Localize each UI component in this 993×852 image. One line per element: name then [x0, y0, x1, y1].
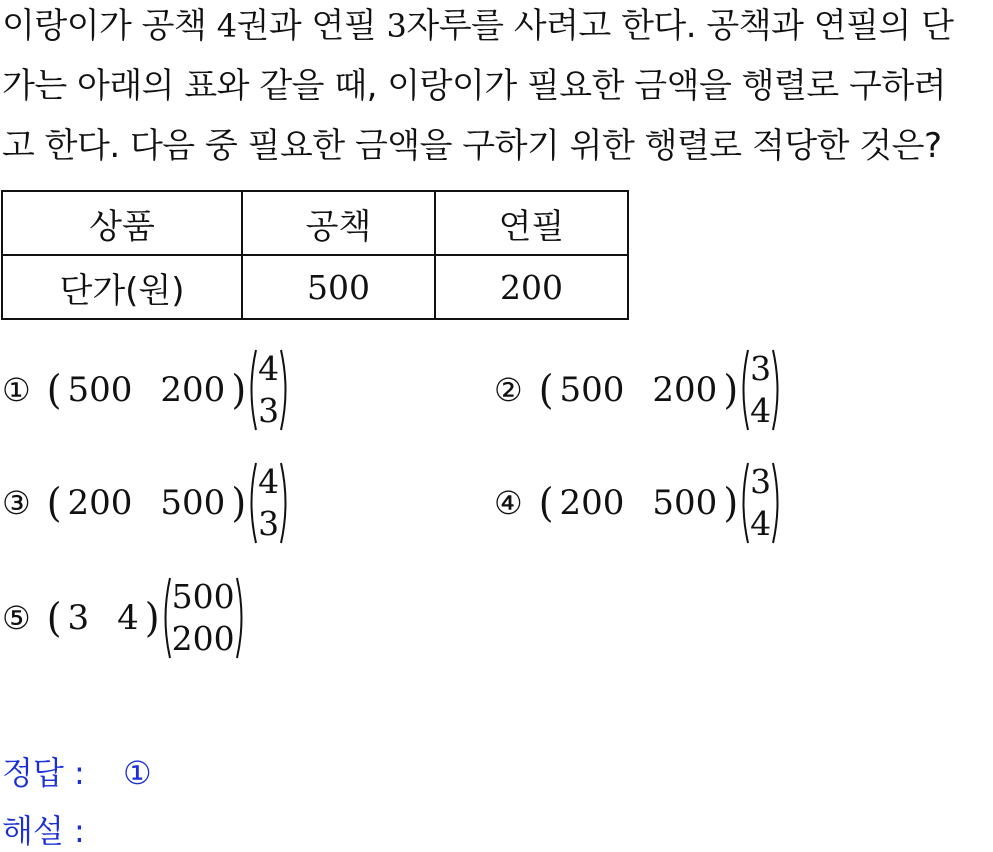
- choice-4[interactable]: [494, 461, 781, 545]
- matrix-entry: 500: [160, 483, 226, 523]
- matrix-entry: 200: [559, 483, 625, 523]
- column-matrix: [248, 348, 289, 432]
- question-line-3: 고 한다. 다음 중 필요한 금액을 구하기 위한 행렬로 적당한 것은?: [2, 126, 942, 166]
- choice-mark: ②: [494, 371, 523, 409]
- matrix-entry: 500: [171, 577, 235, 616]
- matrix-entry: 4: [258, 349, 280, 388]
- matrix-entry: 200: [652, 370, 718, 410]
- parenthesis-stroke: [252, 350, 257, 430]
- answer-value: ①: [122, 754, 152, 792]
- matrix-entry: 500: [559, 370, 625, 410]
- row-matrix: ( 500 200 ): [46, 366, 247, 414]
- matrix-entry: 4: [258, 462, 280, 501]
- parenthesis-stroke: [281, 350, 286, 430]
- pencil-count: 3: [386, 7, 407, 45]
- choice-1[interactable]: [2, 348, 289, 432]
- choice-5[interactable]: [2, 576, 245, 660]
- question-text: 자루를 사려고 한다. 공책과 연필의 단: [406, 6, 954, 46]
- parenthesis-stroke: [773, 463, 778, 543]
- table-row: [2, 255, 628, 319]
- choice-mark: ③: [2, 484, 31, 522]
- answer-label: 정답 :: [2, 754, 85, 792]
- parenthesis-stroke: [237, 578, 242, 658]
- question-text: 이랑이가 공책: [2, 6, 217, 46]
- matrix-entry: 3: [258, 504, 280, 543]
- column-matrix: [740, 348, 781, 432]
- answer-line: [2, 748, 152, 794]
- matrix-entry: 500: [652, 483, 718, 523]
- matrix-entry: 200: [67, 483, 133, 523]
- explanation-label: 해설 :: [2, 812, 85, 850]
- notebook-count: 4: [216, 7, 237, 45]
- row-matrix: ( 3 4 ): [46, 594, 160, 642]
- parenthesis-stroke: [744, 463, 749, 543]
- column-matrix: [740, 461, 781, 545]
- matrix-entry: 3: [750, 349, 772, 388]
- matrix-entry: 500: [67, 370, 133, 410]
- choice-mark: ④: [494, 484, 523, 522]
- matrix-entry: 4: [750, 391, 772, 430]
- matrix-entry: 3: [258, 391, 280, 430]
- table-header-cell: 공책: [242, 191, 435, 255]
- matrix-entry: 3: [67, 598, 90, 638]
- matrix-entry: 200: [171, 619, 235, 658]
- column-matrix: [248, 461, 289, 545]
- row-matrix: ( 200 500 ): [538, 479, 739, 527]
- choice-3[interactable]: [2, 461, 289, 545]
- parenthesis-stroke: [165, 578, 170, 658]
- matrix-entry: 3: [750, 462, 772, 501]
- matrix-entry: 4: [750, 504, 772, 543]
- explanation-line: [2, 806, 85, 852]
- parenthesis-stroke: [252, 463, 257, 543]
- parenthesis-stroke: [773, 350, 778, 430]
- parenthesis-stroke: [281, 463, 286, 543]
- table-header-row: [2, 191, 628, 255]
- question-text: 권과 연필: [236, 6, 387, 46]
- price-table: [1, 190, 629, 320]
- row-matrix: ( 200 500 ): [46, 479, 247, 527]
- table-header-cell: 연필: [435, 191, 628, 255]
- choice-2[interactable]: [494, 348, 781, 432]
- table-cell: 500: [242, 255, 435, 319]
- row-matrix: ( 500 200 ): [538, 366, 739, 414]
- table-cell: 200: [435, 255, 628, 319]
- question-line-1: [2, 4, 953, 48]
- matrix-entry: 4: [117, 598, 139, 638]
- table-cell: 단가(원): [2, 255, 242, 319]
- choice-mark: ⑤: [2, 599, 31, 637]
- question-line-2: 가는 아래의 표와 같을 때, 이랑이가 필요한 금액을 행렬로 구하려: [2, 66, 947, 106]
- column-matrix: [162, 576, 245, 660]
- choice-mark: ①: [2, 371, 31, 409]
- table-header-cell: 상품: [2, 191, 242, 255]
- matrix-entry: 200: [160, 370, 226, 410]
- parenthesis-stroke: [744, 350, 749, 430]
